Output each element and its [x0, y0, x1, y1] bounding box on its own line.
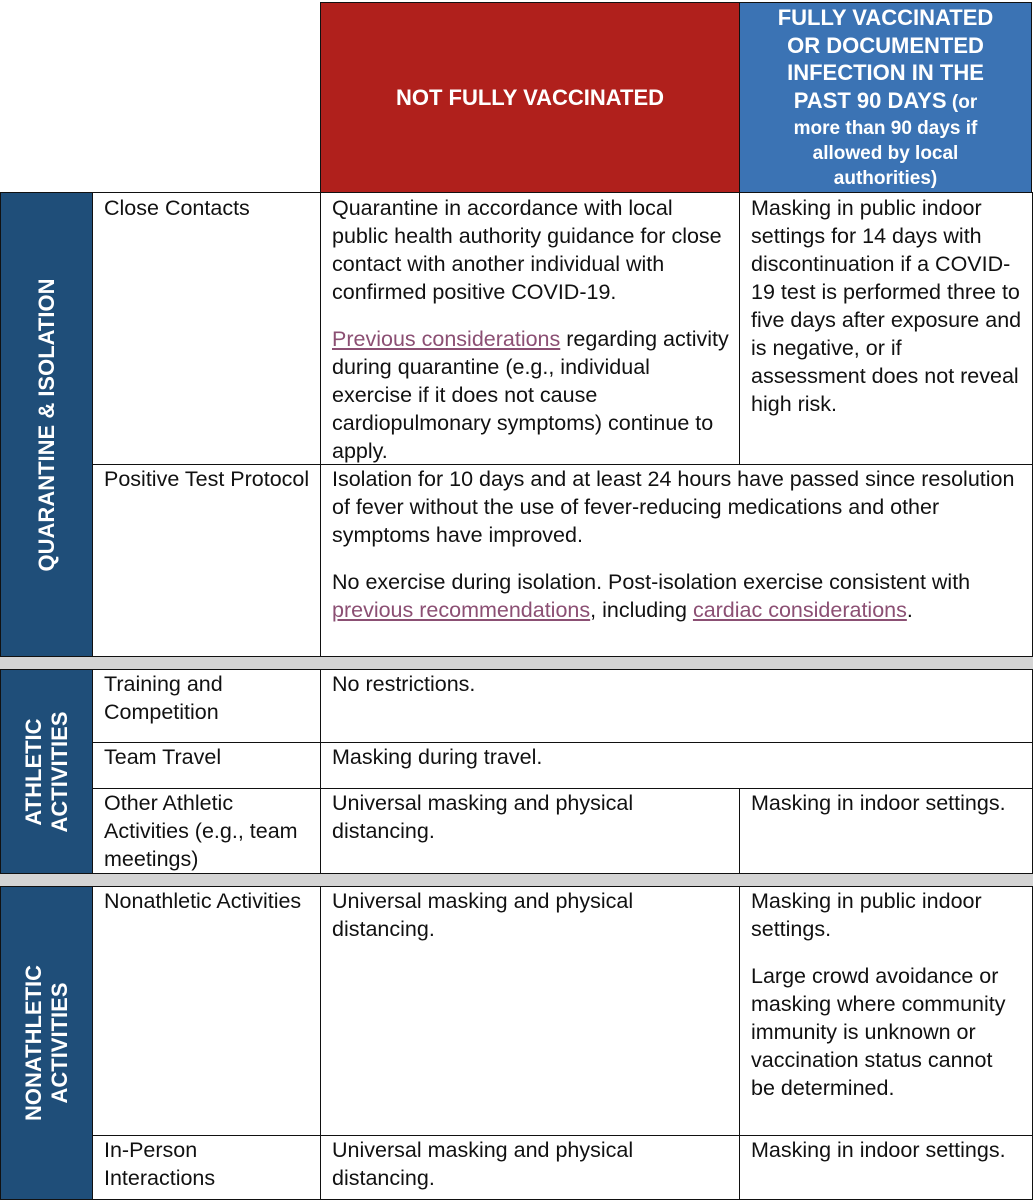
- cell-close-contacts-not-fully: [320, 192, 740, 465]
- close-contacts-quarantine-text: Quarantine in accordance with local public health authority guidance for close contact with another individual with confirmed positive COVID-19.: [332, 196, 722, 304]
- header-fully-line: FULLY VACCINATED: [777, 5, 994, 30]
- cell-nonathletic-not-fully: Universal masking and physical distancing.: [320, 886, 740, 1136]
- header-fully-line-small: more than 90 days if: [793, 118, 978, 139]
- row-label-positive-test: Positive Test Protocol: [92, 464, 321, 657]
- header-fully-line: PAST 90 DAYS: [793, 87, 947, 113]
- row-label-in-person: In-Person Interactions: [92, 1135, 321, 1200]
- header-fully-line: INFECTION IN THE: [787, 60, 984, 85]
- cell-training-merged: No restrictions.: [320, 669, 1033, 743]
- row-label-team-travel: Team Travel: [92, 742, 321, 789]
- cell-other-athletic-fully: Masking in indoor settings.: [739, 788, 1033, 874]
- header-fully-line-small: allowed by local: [812, 143, 959, 164]
- previous-recommendations-link[interactable]: previous recommendations: [332, 598, 591, 622]
- close-contacts-considerations-text: regarding activity during quarantine (e.g., individual exercise if it does not cause cardiopulmonary symptoms) continue to apply.: [332, 327, 729, 463]
- cell-team-travel-merged: Masking during travel.: [320, 742, 1033, 789]
- cell-close-contacts-fully: Masking in public indoor settings for 14 days with discontinuation if a COVID-19 test is performed three to five days after exposure and is negative, or if assessment does not reveal high risk.: [739, 192, 1033, 465]
- row-label-training-competition: Training and Competition: [92, 669, 321, 743]
- cell-positive-test-merged: Isolation for 10 days and at least 24 hours have passed since resolution of fever without the use of fever-reducing medications and other symptoms have improved. No exercise during isolation. Post-isolation exercise consistent with previous recommendations, including cardiac considerations.: [320, 464, 1033, 657]
- cardiac-considerations-link[interactable]: cardiac considerations: [692, 598, 907, 622]
- section-athletic-activities: [0, 669, 93, 874]
- section-nonathletic-activities: [0, 886, 93, 1200]
- positive-test-isolation-text: Isolation for 10 days and at least 24 hours have passed since resolution of fever without the use of fever-reducing medications and other symptoms have improved.: [332, 467, 1015, 547]
- header-fully-line-small: authorities): [833, 168, 938, 189]
- nonathletic-fully-text: Masking in public indoor settings.: [751, 889, 982, 941]
- previous-considerations-link[interactable]: Previous considerations: [332, 327, 561, 351]
- row-label-nonathletic: Nonathletic Activities: [92, 886, 321, 1136]
- header-fully-line-small: (or: [946, 91, 978, 113]
- section-separator: [0, 873, 1033, 887]
- header-fully-line: OR DOCUMENTED: [787, 32, 984, 58]
- section-separator: [0, 656, 1033, 670]
- header-fully-vaccinated: [739, 2, 1032, 193]
- header-not-fully-vaccinated: [320, 2, 740, 193]
- header-not-fully-vaccinated-label: NOT FULLY VACCINATED: [395, 84, 665, 110]
- row-label-close-contacts: Close Contacts: [92, 192, 321, 465]
- row-label-other-athletic: Other Athletic Activities (e.g., team meetings): [92, 788, 321, 874]
- section-quarantine-label: QUARANTINE & ISOLATION: [33, 278, 59, 571]
- cell-nonathletic-fully: [739, 886, 1033, 1136]
- cell-in-person-not-fully: Universal masking and physical distancing.: [320, 1135, 740, 1200]
- cell-in-person-fully: Masking in indoor settings.: [739, 1135, 1033, 1200]
- section-quarantine-isolation: [0, 192, 93, 657]
- section-athletic-label: ATHLETIC ACTIVITIES: [20, 710, 72, 833]
- nonathletic-crowd-text: Large crowd avoidance or masking where community immunity is unknown or vaccination status cannot be determined.: [751, 964, 1006, 1100]
- section-nonathletic-label: NONATHLETIC ACTIVITIES: [20, 964, 72, 1122]
- cell-other-athletic-not-fully: Universal masking and physical distancing.: [320, 788, 740, 874]
